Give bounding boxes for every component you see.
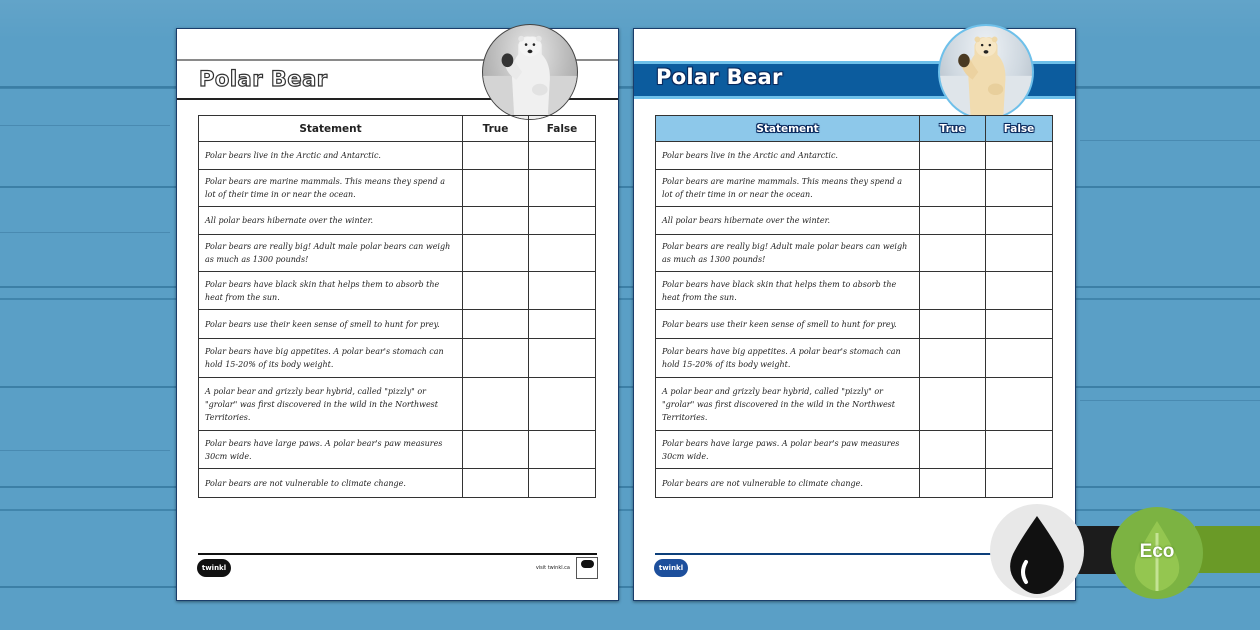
ink-saver-badge[interactable] — [990, 504, 1084, 598]
header-true: True — [463, 116, 529, 142]
worksheet-title: Polar Bear — [656, 65, 783, 89]
true-checkbox-cell[interactable] — [920, 378, 986, 431]
statement-cell: All polar bears hibernate over the winter. — [656, 207, 920, 235]
false-checkbox-cell[interactable] — [986, 207, 1053, 235]
false-checkbox-cell[interactable] — [986, 170, 1053, 207]
false-checkbox-cell[interactable] — [529, 431, 596, 469]
false-checkbox-cell[interactable] — [529, 207, 596, 235]
statement-cell: Polar bears live in the Arctic and Antarctic. — [199, 142, 463, 170]
table-row — [199, 207, 596, 235]
table-row — [656, 142, 1053, 170]
polar-bear-image — [940, 26, 1032, 118]
statement-cell: Polar bears have black skin that helps them to absorb the heat from the sun. — [656, 272, 920, 310]
table-row — [199, 378, 596, 431]
true-checkbox-cell[interactable] — [463, 469, 529, 498]
table-row — [656, 170, 1053, 207]
statement-cell: Polar bears have black skin that helps them to absorb the heat from the sun. — [199, 272, 463, 310]
table-row — [656, 235, 1053, 272]
table-row — [199, 142, 596, 170]
wood-grain — [0, 450, 170, 451]
table-row — [656, 378, 1053, 431]
table-row — [199, 431, 596, 469]
statement-cell: Polar bears are marine mammals. This means they spend a lot of their time in or near the ocean. — [656, 170, 920, 207]
twinkl-logo: twinkl — [654, 559, 688, 577]
true-checkbox-cell[interactable] — [463, 170, 529, 207]
worksheet-title: Polar Bear — [199, 67, 328, 91]
polar-bear-photo — [938, 24, 1034, 120]
worksheet-page-bw — [176, 28, 619, 601]
table-row — [199, 170, 596, 207]
twinkl-logo: twinkl — [197, 559, 231, 577]
table-row — [656, 310, 1053, 339]
false-checkbox-cell[interactable] — [986, 339, 1053, 378]
true-checkbox-cell[interactable] — [463, 272, 529, 310]
header-statement: Statement — [199, 116, 463, 142]
true-checkbox-cell[interactable] — [463, 339, 529, 378]
true-checkbox-cell[interactable] — [463, 310, 529, 339]
true-checkbox-cell[interactable] — [463, 378, 529, 431]
eco-badge[interactable] — [1111, 507, 1203, 599]
statement-cell: Polar bears have large paws. A polar bear's paw measures 30cm wide. — [199, 431, 463, 469]
true-checkbox-cell[interactable] — [920, 142, 986, 170]
header-false: False — [529, 116, 596, 142]
false-checkbox-cell[interactable] — [529, 272, 596, 310]
table-row — [199, 339, 596, 378]
statement-cell: A polar bear and grizzly bear hybrid, called "pizzly" or "grolar" was first discovered in the wild in the Northwest Territories. — [656, 378, 920, 431]
statement-cell: Polar bears are marine mammals. This means they spend a lot of their time in or near the ocean. — [199, 170, 463, 207]
statement-cell: Polar bears are really big! Adult male polar bears can weigh as much as 1300 pounds! — [199, 235, 463, 272]
false-checkbox-cell[interactable] — [986, 272, 1053, 310]
true-checkbox-cell[interactable] — [920, 469, 986, 498]
statement-cell: Polar bears have big appetites. A polar bear's stomach can hold 15-20% of its body weight. — [199, 339, 463, 378]
false-checkbox-cell[interactable] — [986, 235, 1053, 272]
table-row — [656, 207, 1053, 235]
statement-cell: Polar bears use their keen sense of smell to hunt for prey. — [656, 310, 920, 339]
statement-cell: All polar bears hibernate over the winter. — [199, 207, 463, 235]
true-false-table — [198, 115, 596, 498]
true-checkbox-cell[interactable] — [920, 170, 986, 207]
table-row — [656, 431, 1053, 469]
quality-stamp-icon — [576, 557, 598, 579]
table-row — [656, 469, 1053, 498]
statement-cell: Polar bears are not vulnerable to climate change. — [199, 469, 463, 498]
false-checkbox-cell[interactable] — [986, 378, 1053, 431]
false-checkbox-cell[interactable] — [529, 310, 596, 339]
table-row — [199, 310, 596, 339]
statement-cell: Polar bears are really big! Adult male polar bears can weigh as much as 1300 pounds! — [656, 235, 920, 272]
statement-cell: Polar bears have large paws. A polar bear's paw measures 30cm wide. — [656, 431, 920, 469]
true-checkbox-cell[interactable] — [920, 207, 986, 235]
false-checkbox-cell[interactable] — [529, 378, 596, 431]
false-checkbox-cell[interactable] — [986, 310, 1053, 339]
visit-link[interactable]: visit twinkl.ca — [535, 565, 570, 571]
footer-rule — [198, 553, 597, 555]
true-checkbox-cell[interactable] — [920, 431, 986, 469]
wood-grain — [1080, 400, 1260, 401]
table-row — [656, 339, 1053, 378]
false-checkbox-cell[interactable] — [986, 431, 1053, 469]
false-checkbox-cell[interactable] — [529, 339, 596, 378]
false-checkbox-cell[interactable] — [986, 142, 1053, 170]
true-checkbox-cell[interactable] — [920, 235, 986, 272]
true-checkbox-cell[interactable] — [920, 339, 986, 378]
true-false-table — [655, 115, 1053, 498]
statement-cell: Polar bears have big appetites. A polar bear's stomach can hold 15-20% of its body weight. — [656, 339, 920, 378]
true-checkbox-cell[interactable] — [463, 431, 529, 469]
ink-drop-icon — [990, 504, 1084, 598]
wood-grain — [1080, 140, 1260, 141]
true-checkbox-cell[interactable] — [920, 310, 986, 339]
header-false: False — [986, 116, 1053, 142]
eco-label: Eco — [1139, 541, 1175, 562]
polar-bear-photo — [482, 24, 578, 120]
false-checkbox-cell[interactable] — [529, 469, 596, 498]
header-true: True — [920, 116, 986, 142]
false-checkbox-cell[interactable] — [529, 170, 596, 207]
true-checkbox-cell[interactable] — [463, 142, 529, 170]
false-checkbox-cell[interactable] — [986, 469, 1053, 498]
polar-bear-image — [483, 25, 577, 119]
table-row — [199, 272, 596, 310]
table-row — [656, 272, 1053, 310]
statement-cell: Polar bears are not vulnerable to climate change. — [656, 469, 920, 498]
wood-grain — [0, 232, 170, 233]
true-checkbox-cell[interactable] — [463, 235, 529, 272]
false-checkbox-cell[interactable] — [529, 142, 596, 170]
eco-bar — [1195, 526, 1260, 573]
false-checkbox-cell[interactable] — [529, 235, 596, 272]
header-statement: Statement — [656, 116, 920, 142]
true-checkbox-cell[interactable] — [463, 207, 529, 235]
statement-cell: A polar bear and grizzly bear hybrid, called "pizzly" or "grolar" was first discovered in the wild in the Northwest Territories. — [199, 378, 463, 431]
table-row — [199, 235, 596, 272]
statement-cell: Polar bears live in the Arctic and Antarctic. — [656, 142, 920, 170]
wood-grain — [0, 125, 170, 126]
statement-cell: Polar bears use their keen sense of smell to hunt for prey. — [199, 310, 463, 339]
table-row — [199, 469, 596, 498]
true-checkbox-cell[interactable] — [920, 272, 986, 310]
